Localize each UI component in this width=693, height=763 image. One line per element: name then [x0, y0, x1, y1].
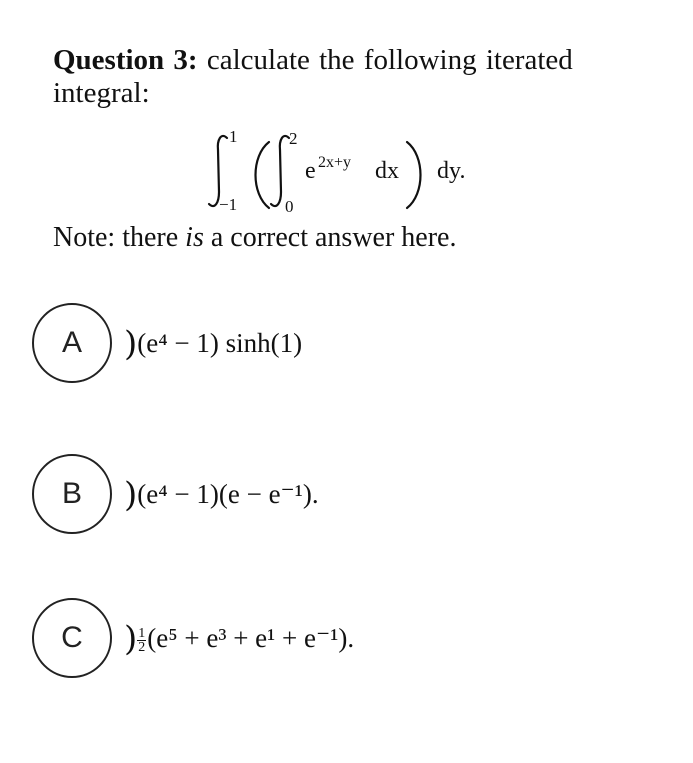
option-a-bracket: ) [124, 324, 138, 364]
right-big-paren [407, 142, 421, 208]
option-c-bracket: ) [124, 619, 138, 659]
note-after: a correct answer here. [203, 222, 457, 253]
question-body: calculate the following iterated integral: [53, 44, 573, 109]
iterated-integral-equation [207, 126, 507, 214]
outer-lower-limit: −1 [219, 195, 238, 214]
option-a-letter: A [61, 326, 82, 359]
option-b-expression-text: (e⁴ − 1)(e − e⁻¹). [137, 479, 319, 509]
inner-upper-limit: 2 [289, 129, 298, 148]
option-b-bracket: ) [124, 475, 138, 515]
option-b[interactable] [32, 454, 592, 538]
inner-lower-limit: 0 [285, 197, 294, 214]
integrand-base: e [305, 158, 316, 184]
option-c-fraction-denominator: 2 [138, 640, 146, 656]
option-c-expression-text: (e⁵ + e³ + e¹ + e⁻¹). [147, 623, 355, 653]
option-c-fraction [137, 627, 146, 654]
option-a-expression [124, 325, 302, 362]
option-c-expression [124, 620, 354, 657]
question-label: Question 3: [53, 44, 198, 76]
integrand-exponent: 2x+y [318, 154, 352, 171]
option-c[interactable] [32, 598, 592, 682]
option-b-letter: B [61, 477, 82, 510]
inner-integral-sign [271, 136, 289, 206]
note-text [53, 221, 456, 254]
note-emphasis: is [185, 222, 204, 253]
option-a-expression-text: (e⁴ − 1) sinh(1) [137, 328, 303, 358]
outer-upper-limit: 1 [229, 127, 238, 146]
option-a[interactable] [32, 303, 592, 387]
inner-differential: dx [375, 158, 399, 184]
note-before: Note: there [53, 222, 186, 253]
outer-differential: dy. [437, 158, 466, 184]
left-big-paren [256, 142, 270, 208]
option-b-expression [124, 476, 319, 513]
option-c-letter: C [61, 621, 83, 654]
question-text [53, 44, 643, 110]
option-c-fraction-numerator: 1 [138, 626, 146, 642]
